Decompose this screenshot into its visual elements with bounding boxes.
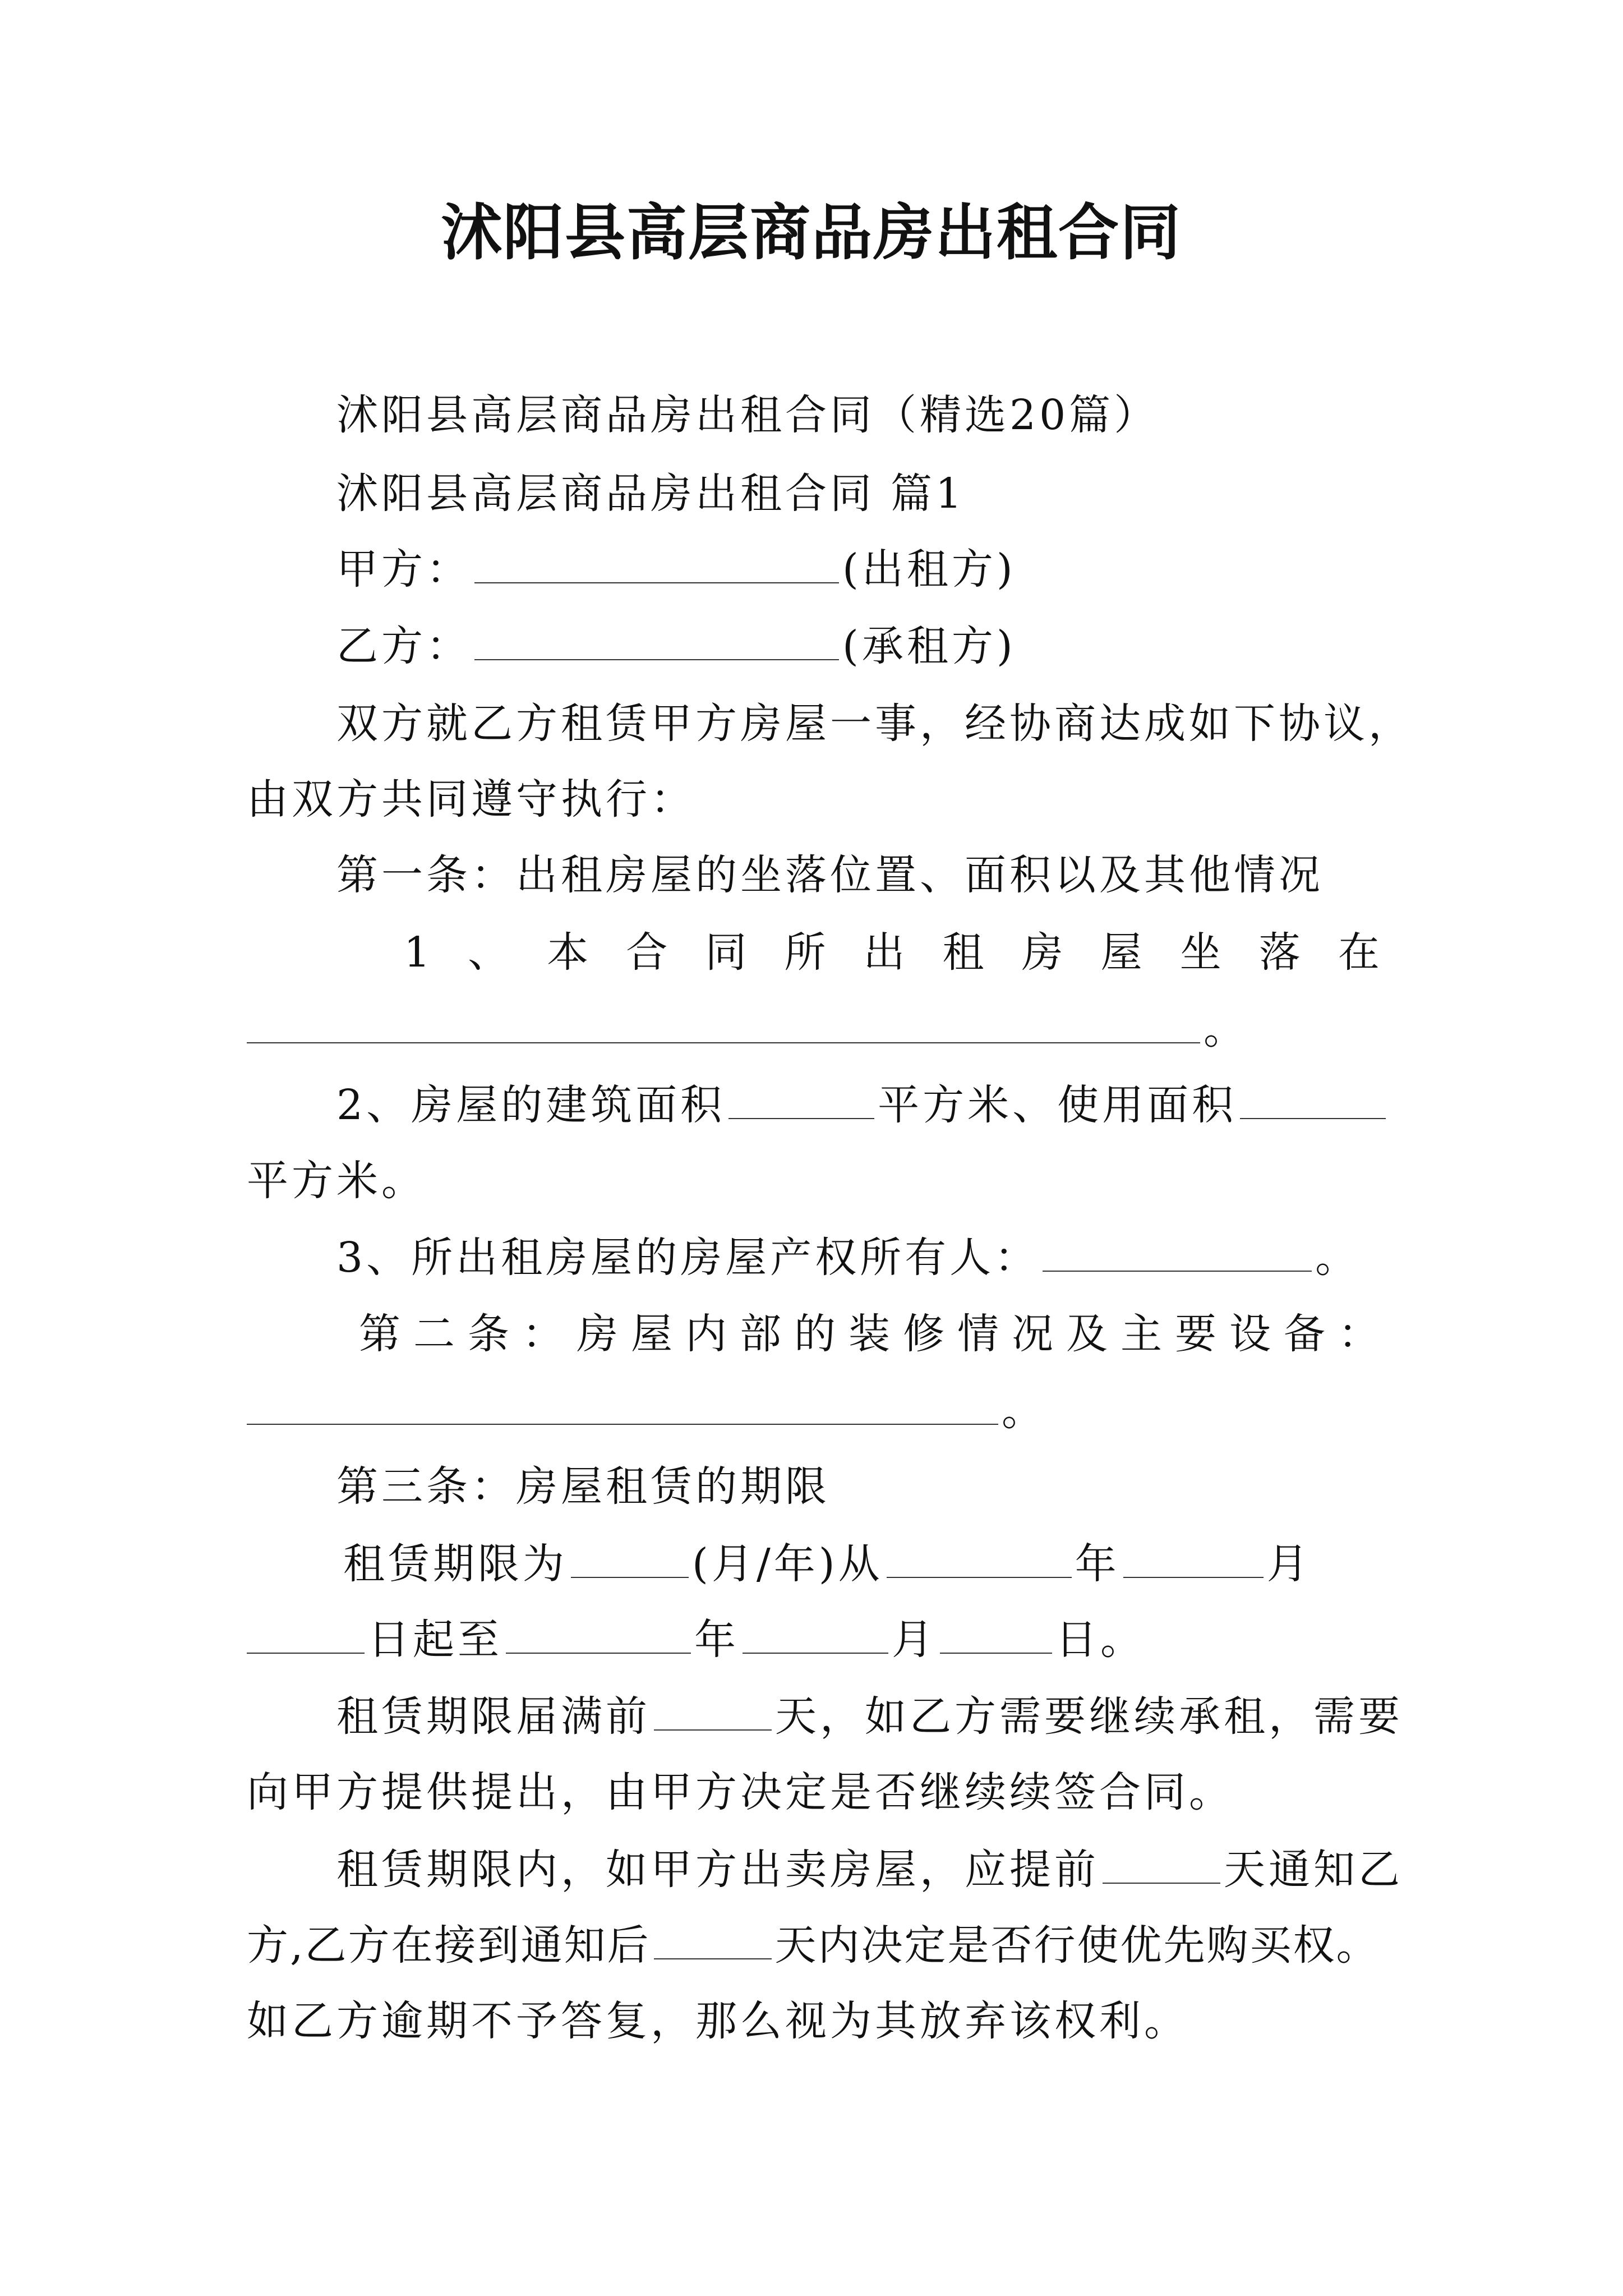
intro-line-2: 由双方共同遵守执行：: [247, 775, 695, 823]
justified-char: 装: [849, 1310, 890, 1358]
term-line-2: [247, 1612, 1145, 1668]
justified-char: 租: [942, 928, 984, 977]
term-length-blank: [571, 1542, 689, 1578]
article-1-item-2: [336, 1077, 1389, 1133]
justified-char: 在: [1338, 928, 1380, 977]
justified-char: 况: [1012, 1310, 1053, 1358]
party-a-label: 甲方：: [336, 545, 471, 593]
sale-label: 租赁期限内，如甲方出卖房屋，应提前: [336, 1846, 1099, 1894]
year-label: 年: [1075, 1540, 1120, 1588]
justified-char: 二: [413, 1310, 455, 1358]
sale-text-2b: 天内决定是否行使优先购买权。: [774, 1921, 1380, 1970]
renewal-days-blank: [654, 1695, 772, 1731]
document-title: 沭阳县高层商品房出租合同: [441, 197, 1182, 268]
end-day-blank: [940, 1618, 1052, 1654]
justified-char: 及: [1066, 1310, 1108, 1358]
justified-char: 条: [468, 1310, 509, 1358]
sale-line-3: 如乙方逾期不予答复，那么视为其放弃该权利。: [247, 1997, 1189, 2045]
article-2-heading: [359, 1306, 1380, 1362]
start-day-blank: [247, 1618, 365, 1654]
usable-area-label: 平方米、使用面积: [878, 1081, 1237, 1129]
justified-char: 房: [577, 1310, 618, 1358]
justified-char: 坐: [1179, 928, 1221, 977]
justified-char: 修: [903, 1310, 944, 1358]
renewal-line-1: [336, 1688, 1403, 1745]
renewal-label: 租赁期限届满前: [336, 1692, 651, 1741]
end-month-blank: [743, 1618, 888, 1654]
justified-char: 同: [705, 928, 747, 977]
section-heading-line: [336, 466, 965, 522]
location-blank-line: [247, 1001, 1248, 1057]
month-label: 月: [892, 1616, 937, 1664]
party-a-role: (出租方): [842, 545, 1016, 593]
justified-char: 的: [794, 1310, 836, 1358]
justified-char: 屋: [1100, 928, 1142, 977]
equipment-blank: [247, 1389, 998, 1425]
equipment-blank-line: [247, 1383, 1046, 1439]
term-label: 租赁期限为: [343, 1540, 568, 1588]
month-label: 月: [1266, 1540, 1312, 1588]
notice-days-blank: [1103, 1848, 1220, 1884]
end-year-blank: [506, 1618, 691, 1654]
location-blank: [247, 1007, 1200, 1043]
term-line-1: [343, 1536, 1312, 1592]
article-3-heading: 第三条：房屋租赁的期限: [336, 1462, 830, 1511]
justified-char: 主: [1121, 1310, 1162, 1358]
period: 。: [1315, 1234, 1361, 1282]
justified-char: 1: [404, 928, 431, 977]
party-b-role: (承租方): [842, 622, 1016, 670]
area-label: 2、房屋的建筑面积: [336, 1081, 726, 1129]
renewal-line-2: 向甲方提供提出，由甲方决定是否继续续签合同。: [247, 1768, 1234, 1816]
sale-text: 天通知乙: [1224, 1846, 1403, 1894]
justified-char: 设: [1229, 1310, 1271, 1358]
justified-char: 所: [784, 928, 826, 977]
sale-line-2: [247, 1917, 1380, 1973]
period: 。: [1002, 1387, 1046, 1435]
party-b-blank: [474, 624, 839, 660]
start-month-blank: [1123, 1542, 1264, 1578]
justified-char: 部: [740, 1310, 781, 1358]
intro-line-1: 双方就乙方租赁甲方房屋一事，经协商达成如下协议，: [336, 700, 1413, 748]
day-from-label: 日起至: [368, 1616, 502, 1664]
party-b-label: 乙方：: [336, 622, 471, 670]
justified-char: 屋: [631, 1310, 672, 1358]
justified-char: 内: [685, 1310, 727, 1358]
article-1-item-3: [336, 1230, 1360, 1286]
justified-char: ：: [522, 1310, 564, 1358]
justified-char: 落: [1258, 928, 1301, 977]
owner-blank: [1043, 1236, 1312, 1272]
usable-area-blank: [1240, 1083, 1386, 1119]
party-a-line: [336, 541, 1016, 597]
justified-char: 合: [626, 928, 668, 977]
justified-char: 出: [863, 928, 905, 977]
decision-days-blank: [654, 1924, 772, 1959]
renewal-text: 天，如乙方需要继续承租，需要: [775, 1692, 1403, 1741]
area-unit-line: 平方米。: [247, 1157, 426, 1205]
justified-char: 第: [359, 1310, 400, 1358]
party-b-line: [336, 618, 1016, 674]
party-a-blank: [474, 547, 839, 583]
day-end-label: 日。: [1055, 1616, 1145, 1664]
justified-char: ：: [1338, 1310, 1380, 1358]
justified-char: 要: [1175, 1310, 1216, 1358]
article-1-item-1: [404, 924, 1380, 981]
sale-line-1: [336, 1842, 1403, 1898]
start-year-blank: [887, 1542, 1072, 1578]
justified-char: 备: [1284, 1310, 1325, 1358]
subtitle-line: 沭阳县高层商品房出租合同（精选20篇）: [336, 391, 1159, 439]
justified-char: 、: [468, 928, 510, 977]
owner-label: 3、所出租房屋的房屋产权所有人：: [336, 1234, 1040, 1282]
justified-char: 本: [547, 928, 589, 977]
justified-char: 情: [957, 1310, 999, 1358]
building-area-blank: [728, 1083, 874, 1119]
justified-char: 房: [1021, 928, 1063, 977]
period: 。: [1204, 1005, 1248, 1053]
article-1-heading: 第一条：出租房屋的坐落位置、面积以及其他情况: [336, 851, 1324, 899]
section-number: 篇1: [891, 470, 966, 518]
sale-text-2a: 方,乙方在接到通知后: [247, 1921, 651, 1970]
section-heading-text: 沭阳县高层商品房出租合同: [336, 470, 875, 518]
term-unit-from: (月/年)从: [692, 1540, 883, 1588]
year-label: 年: [694, 1616, 739, 1664]
